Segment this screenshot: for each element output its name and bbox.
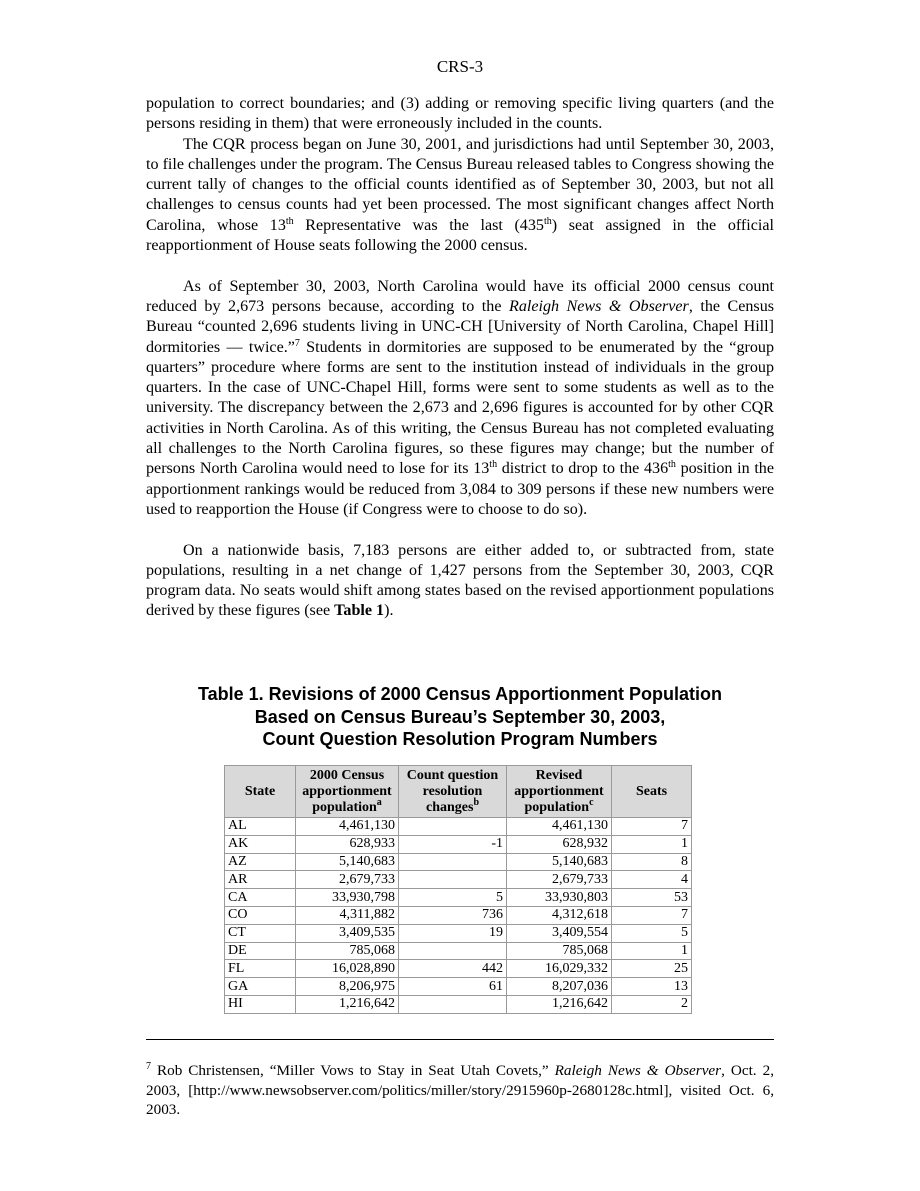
table-row [225,995,692,1013]
cell-state: AL [225,818,296,836]
cell-seats: 7 [612,818,692,836]
cell-census-population: 3,409,535 [296,924,399,942]
table-title: Table 1. Revisions of 2000 Census Apportionment Population Based on Census Bureau’s September 30, 2003, Count Question Resolution Program Numbers [197,684,723,749]
cell-seats: 7 [612,906,692,924]
cell-seats: 1 [612,942,692,960]
cell-cqr-change: 19 [399,924,507,942]
cell-revised-population: 3,409,554 [507,924,612,942]
table-row [225,906,692,924]
table-row [225,978,692,996]
cell-revised-population: 4,461,130 [507,818,612,836]
cell-census-population: 8,206,975 [296,978,399,996]
header-state: State [225,766,296,818]
cell-cqr-change [399,942,507,960]
table-row [225,818,692,836]
table-row [225,853,692,871]
cell-state: DE [225,942,296,960]
table-row [225,960,692,978]
cell-cqr-change [399,853,507,871]
cell-seats: 1 [612,835,692,853]
cell-census-population: 5,140,683 [296,853,399,871]
cell-census-population: 1,216,642 [296,995,399,1013]
cell-revised-population: 4,312,618 [507,906,612,924]
table-row [225,871,692,889]
cell-cqr-change: 736 [399,906,507,924]
cell-census-population: 2,679,733 [296,871,399,889]
cell-state: CA [225,889,296,907]
cell-state: CO [225,906,296,924]
cell-census-population: 628,933 [296,835,399,853]
cell-seats: 53 [612,889,692,907]
table-row [225,942,692,960]
header-revised-population: Revised apportionment population$^c$ [507,766,612,818]
cell-seats: 2 [612,995,692,1013]
page-number: CRS-3 [436,57,484,76]
apportionment-table [224,765,692,1014]
cell-state: HI [225,995,296,1013]
cell-seats: 5 [612,924,692,942]
cell-state: CT [225,924,296,942]
cell-cqr-change [399,995,507,1013]
cell-census-population: 33,930,798 [296,889,399,907]
cell-seats: 13 [612,978,692,996]
table-row [225,924,692,942]
footnote-7: $^7$ Rob Christensen, “Miller Vows to Stay in Seat Utah Covets,” Raleigh News & Observer, Oct. 2, 2003, [http://www.newsobserver.com/politics/miller/story/2915960p-2680128c.html], visited Oct. 6, 2003. [146,1061,774,1118]
table-row [225,889,692,907]
footnote-rule [146,1039,774,1040]
cell-revised-population: 1,216,642 [507,995,612,1013]
header-cqr-changes: Count question resolution changes$^b$ [399,766,507,818]
paragraph-1: population to correct boundaries; and (3) adding or removing specific living quarters (and the persons residing in them) that were erroneously included in the counts. [146,95,774,133]
cell-census-population: 4,311,882 [296,906,399,924]
cell-revised-population: 8,207,036 [507,978,612,996]
cell-revised-population: 2,679,733 [507,871,612,889]
cell-state: AK [225,835,296,853]
cell-state: AR [225,871,296,889]
body-text [146,94,774,622]
cell-revised-population: 785,068 [507,942,612,960]
cell-revised-population: 5,140,683 [507,853,612,871]
cell-cqr-change [399,818,507,836]
cell-state: FL [225,960,296,978]
cell-seats: 25 [612,960,692,978]
paragraph-2: The CQR process began on June 30, 2001, and jurisdictions had until September 30, 2003, to file challenges under the program. The Census Bureau released tables to Congress showing the current tally of changes to the official counts identified as of September 30, 2003, but not all challenges to census counts had yet been processed. The most significant changes affect North Carolina, whose 13th Representative was the last (435th) seat assigned in the official reapportionment of House seats following the 2000 census. [146,135,774,255]
cell-revised-population: 628,932 [507,835,612,853]
cell-state: GA [225,978,296,996]
cell-cqr-change [399,871,507,889]
cell-revised-population: 16,029,332 [507,960,612,978]
cell-state: AZ [225,853,296,871]
cell-census-population: 16,028,890 [296,960,399,978]
cell-revised-population: 33,930,803 [507,889,612,907]
paragraph-3: As of September 30, 2003, North Carolina would have its official 2000 census count reduced by 2,673 persons because, according to the Raleigh News & Observer, the Census Bureau “counted 2,696 students living in UNC-CH [University of North Carolina, Chapel Hill] dormitories — twice.”$^7$ Students in dormitories are supposed to be enumerated by the “group quarters” procedure where forms are sent to the institution instead of individuals in the group quarters. In the case of UNC-Chapel Hill, forms were sent to some students as well as to the university. The discrepancy between the 2,673 and 2,696 figures is accounted for by other CQR activities in North Carolina. As of this writing, the Census Bureau has not completed evaluating all challenges to the North Carolina figures, so these figures may change; but the number of persons North Carolina would need to lose for its 13th district to drop to the 436th position in the apportionment rankings would be reduced from 3,084 to 309 persons if these new numbers were used to reapportion the House (if Congress were to choose to do so). [146,277,775,518]
header-census-population: 2000 Census apportionment population$^a$ [296,766,399,818]
cell-census-population: 4,461,130 [296,818,399,836]
cell-cqr-change: -1 [399,835,507,853]
cell-cqr-change: 442 [399,960,507,978]
cell-cqr-change: 61 [399,978,507,996]
header-seats: Seats [612,766,692,818]
paragraph-4: On a nationwide basis, 7,183 persons are either added to, or subtracted from, state populations, resulting in a net change of 1,427 persons from the September 30, 2003, CQR program data. No seats would shift among states based on the revised apportionment populations derived by these figures (see Table 1). [146,541,774,620]
cell-seats: 4 [612,871,692,889]
cell-cqr-change: 5 [399,889,507,907]
cell-census-population: 785,068 [296,942,399,960]
table-header-row [225,766,692,818]
table-row [225,835,692,853]
cell-seats: 8 [612,853,692,871]
